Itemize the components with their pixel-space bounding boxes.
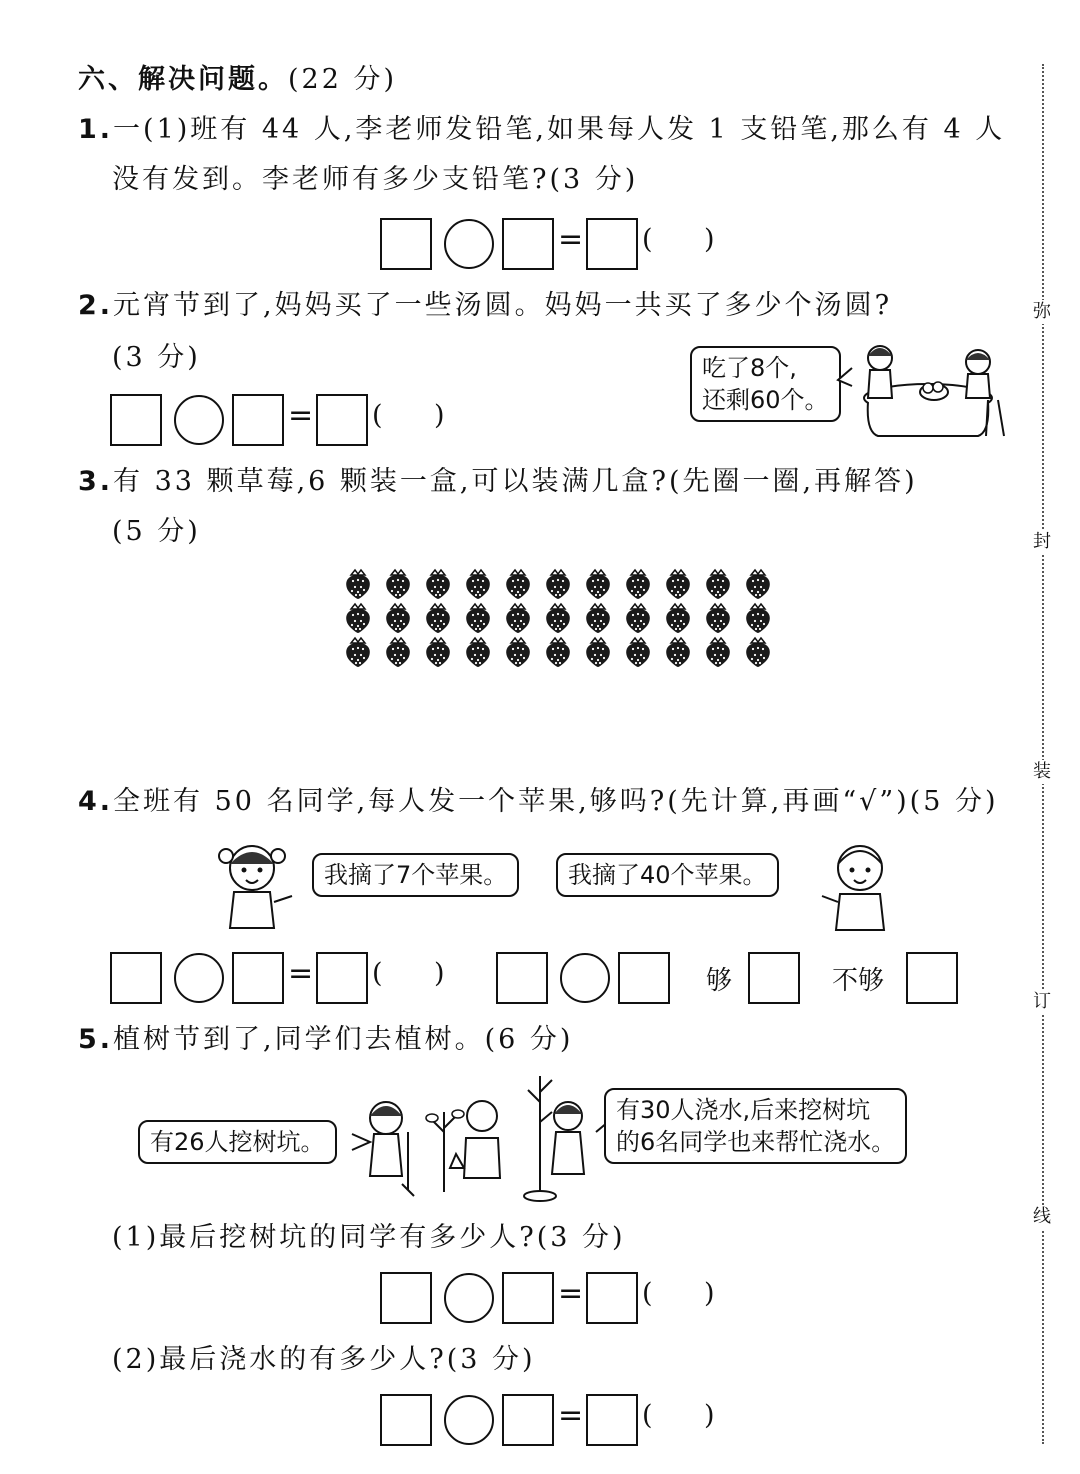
strawberry-icon[interactable] [386,638,410,667]
strawberry-icon[interactable] [746,638,770,667]
q2-line2: (3 分) [112,342,201,373]
speech-bubble-girl: 我摘了7个苹果。 [312,853,519,897]
strawberry-icon[interactable] [546,638,570,667]
strawberry-icon[interactable] [466,570,490,599]
equals-sign: = [558,1398,584,1433]
unit-parens[interactable]: ( ) [372,958,445,989]
equals-sign: = [288,956,314,991]
strawberry-icon[interactable] [506,638,530,667]
operator-circle[interactable] [444,219,494,269]
strawberry-icon[interactable] [586,638,610,667]
strawberry-icon[interactable] [506,604,530,633]
strawberry-icon[interactable] [506,570,530,599]
unit-parens[interactable]: ( ) [642,1278,715,1309]
strawberry-icon[interactable] [346,570,370,599]
strawberry-icon[interactable] [706,604,730,633]
speech-bubble-diggers: 有26人挖树坑。 [138,1120,337,1164]
q5-number: 5. [78,1024,114,1055]
strawberry-grid[interactable] [340,565,780,669]
answer-box[interactable] [496,952,548,1004]
strawberry-icon[interactable] [586,604,610,633]
answer-box[interactable] [502,1272,554,1324]
q5-sub1: (1)最后挖树坑的同学有多少人?(3 分) [112,1222,626,1253]
enough-label: 够 [706,966,733,996]
strawberry-icon[interactable] [466,638,490,667]
answer-box[interactable] [380,1394,432,1446]
binding-margin-line [1042,64,1044,1444]
answer-box[interactable] [316,394,368,446]
strawberry-icon[interactable] [666,604,690,633]
answer-box[interactable] [232,952,284,1004]
answer-box[interactable] [586,1394,638,1446]
q5-sub2: (2)最后浇水的有多少人?(3 分) [112,1344,536,1375]
answer-box[interactable] [232,394,284,446]
not-enough-label: 不够 [832,966,885,996]
q2-line1: 2.元宵节到了,妈妈买了一些汤圆。妈妈一共买了多少个汤圆? [78,290,893,321]
strawberry-icon[interactable] [466,604,490,633]
section-heading: 六、解决问题。(22 分) [78,64,398,95]
strawberry-icon[interactable] [346,604,370,633]
operator-circle[interactable] [174,395,224,445]
speech-bubble-boy: 我摘了40个苹果。 [556,853,779,897]
strawberry-icon[interactable] [626,638,650,667]
answer-box[interactable] [110,394,162,446]
margin-label: 线 [1030,1205,1054,1229]
answer-box[interactable] [110,952,162,1004]
strawberry-icon[interactable] [666,570,690,599]
speech-bubble-mom: 吃了8个, 还剩60个。 [690,346,841,422]
strawberry-icon[interactable] [586,570,610,599]
boy-illustration [816,836,900,932]
equals-sign: = [558,1276,584,1311]
speech-bubble-waterers: 有30人浇水,后来挖树坑 的6名同学也来帮忙浇水。 [604,1088,907,1164]
unit-parens[interactable]: ( ) [642,1400,715,1431]
equals-sign: = [288,398,314,433]
operator-circle[interactable] [444,1395,494,1445]
margin-label: 封 [1030,530,1054,554]
strawberry-icon[interactable] [346,638,370,667]
strawberry-icon[interactable] [386,604,410,633]
answer-box[interactable] [380,218,432,270]
strawberry-icon[interactable] [426,570,450,599]
q2-number: 2. [78,290,114,321]
answer-box[interactable] [586,218,638,270]
margin-label: 弥 [1030,300,1054,324]
operator-circle[interactable] [444,1273,494,1323]
equals-sign: = [558,222,584,257]
answer-box[interactable] [586,1272,638,1324]
q1-line2: 没有发到。李老师有多少支铅笔?(3 分) [112,164,639,195]
tree-planting-illustration [352,1072,612,1202]
q3-line1: 3.有 33 颗草莓,6 颗装一盒,可以装满几盒?(先圈一圈,再解答) [78,466,918,497]
strawberry-icon[interactable] [666,638,690,667]
answer-box[interactable] [316,952,368,1004]
strawberry-icon[interactable] [746,604,770,633]
not-enough-checkbox[interactable] [906,952,958,1004]
unit-parens[interactable]: ( ) [372,400,445,431]
answer-box[interactable] [502,218,554,270]
strawberry-icon[interactable] [386,570,410,599]
strawberry-icon[interactable] [626,604,650,633]
strawberry-icon[interactable] [626,570,650,599]
strawberry-icon[interactable] [546,570,570,599]
q3-line2: (5 分) [112,516,201,547]
unit-parens[interactable]: ( ) [642,224,715,255]
q1-number: 1. [78,114,114,145]
strawberry-icon[interactable] [706,570,730,599]
strawberry-icon[interactable] [426,604,450,633]
margin-label: 装 [1030,760,1054,784]
operator-circle[interactable] [174,953,224,1003]
strawberry-icon[interactable] [546,604,570,633]
strawberry-icon[interactable] [746,570,770,599]
family-table-illustration [838,340,1018,440]
compare-circle[interactable] [560,953,610,1003]
answer-box[interactable] [618,952,670,1004]
q3-number: 3. [78,466,114,497]
strawberry-icon[interactable] [706,638,730,667]
q4-number: 4. [78,786,114,817]
enough-checkbox[interactable] [748,952,800,1004]
answer-box[interactable] [380,1272,432,1324]
answer-box[interactable] [502,1394,554,1446]
q5-line1: 5.植树节到了,同学们去植树。(6 分) [78,1024,574,1055]
q1-line1: 1.一(1)班有 44 人,李老师发铅笔,如果每人发 1 支铅笔,那么有 4 人 [78,114,1006,145]
girl-illustration [212,840,296,930]
margin-label: 订 [1030,990,1054,1014]
strawberry-icon[interactable] [426,638,450,667]
q4-line1: 4.全班有 50 名同学,每人发一个苹果,够吗?(先计算,再画“√”)(5 分) [78,786,999,817]
